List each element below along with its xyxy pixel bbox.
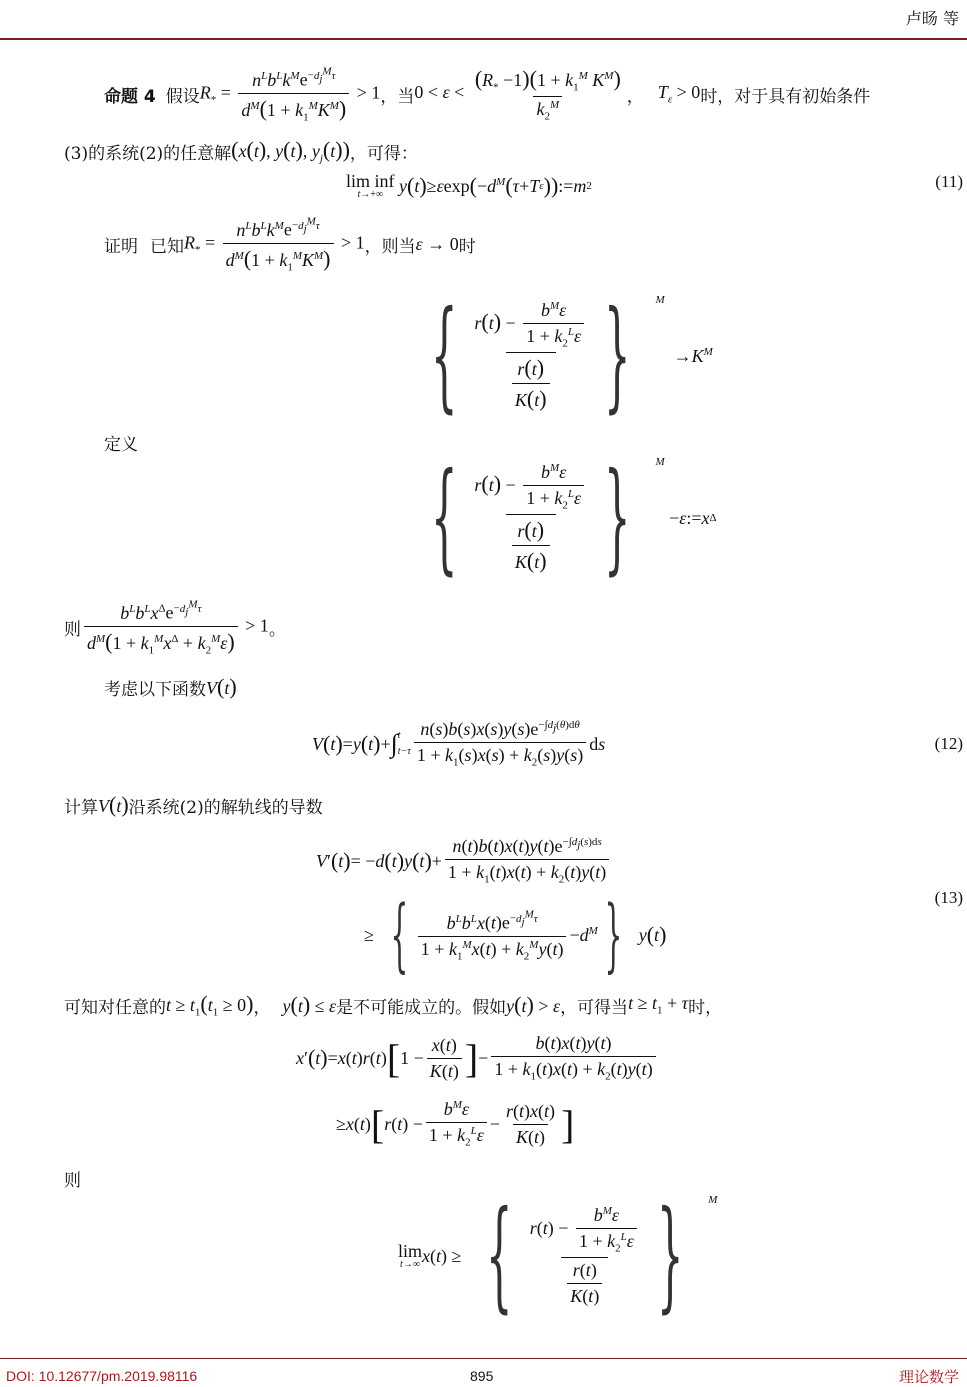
define-label: 定义 <box>104 435 138 455</box>
x-delta-definition: { r(t) − $\frac{b^M\varepsilon}{1 + k_2^L\varepsilon}$ $\frac{r(t)}{K(t)}$ } $^M$ − ε := x Δ <box>430 448 717 587</box>
proposition-line-2 <box>64 134 418 168</box>
contradiction-a: 可知对任意的 <box>64 997 166 1018</box>
contradiction-c: 是不可能成立的。假如 <box>336 997 507 1018</box>
equation-13-line-2: ≥ { $\frac{b^Lb^Lx(t)e^{-d_j^M\tau}}{1 + k_1^Mx(t) + k_2^My(t)}$ − $d^M$ } y ( t ) <box>364 888 667 981</box>
footer-journal: 理论数学 <box>898 1368 959 1386</box>
equation-13-number: (13) <box>934 888 963 907</box>
equation-11: lim inf t→+∞ y ( t ) ≥ ε exp ( − $d^M$ ( τ + T ε ) ) := m 2 <box>346 171 592 200</box>
epsilon-to-zero: ε → 0 <box>415 233 459 254</box>
then-label: 则 <box>64 619 81 640</box>
proposition-when: ，当 <box>380 86 415 107</box>
running-header-author: 卢旸 等 <box>905 9 959 28</box>
equation-11-number: (11) <box>935 172 963 191</box>
proposition-obtain: ，可得： <box>349 143 418 164</box>
contradiction-e: 时， <box>688 997 723 1018</box>
t-ge-t1: $t \ge t_1(t_1 \ge 0)$ <box>166 991 254 1019</box>
proposition-intro: 假设 <box>165 86 200 107</box>
equation-13-line-1: V ′ ( t ) = − d ( t ) y ( t ) + $\frac{n(t)b(t)x(t)y(t)e^{-\int d_j(s)ds}}{1 + k_1(t)x(t) + k_2(t)y(t)}$ <box>316 830 612 892</box>
compute-tail: 沿系统(2)的解轨线的导数 <box>128 797 323 818</box>
compute-text: 计算 <box>64 797 98 818</box>
t-epsilon-condition: $T_\varepsilon > 0$ <box>657 82 701 106</box>
y-gt-eps: y(t) > ε <box>506 992 561 1017</box>
consider-line <box>104 672 237 702</box>
solution-tuple: (x(t), y(t), $y_j(t)$) <box>231 137 350 165</box>
epsilon-condition: 0 < ε < $\frac{(R_* -1)(1 + k_1^M K^M)}{k_2^M}$ <box>414 65 621 123</box>
then-period: 。 <box>268 619 286 640</box>
then-inequality: $\frac{b^Lb^Lx^\Delta e^{-d_j^M\tau}}{d^M(1 + k_1^Mx^\Delta + k_2^M\varepsilon)}$ > 1 <box>81 598 269 656</box>
then-label-2: 则 <box>64 1171 81 1191</box>
proposition-condition: 时，对于具有初始条件 <box>700 86 871 107</box>
contradiction-line <box>64 990 722 1020</box>
equation-12-number: (12) <box>934 734 963 753</box>
then-inequality-line <box>64 596 286 658</box>
footer-rule <box>0 1358 967 1359</box>
limit-expression-km: { r(t) − $\frac{b^M\varepsilon}{1 + k_2^L\varepsilon}$ $\frac{r(t)}{K(t)}$ } $^M$ → $K^M$ <box>430 286 713 425</box>
proposition-comma: ， <box>626 86 644 107</box>
proof-label: 证明 <box>104 236 138 257</box>
footer-doi: DOI: 10.12677/pm.2019.98116 <box>6 1368 198 1384</box>
proof-time: 时 <box>458 236 476 257</box>
contradiction-d: ，可得当 <box>560 997 629 1018</box>
y-le-eps: y(t) ≤ ε <box>282 992 337 1017</box>
contradiction-b: ， <box>253 997 271 1018</box>
consider-text: 考虑以下函数 <box>104 679 206 700</box>
t-ge-t1-tau: $t \ge t_1 + \tau$ <box>628 993 689 1017</box>
v-of-t: V(t) <box>206 674 237 699</box>
proof-r-star: $R_*$ = $\frac{n^Lb^Lk^Me^{-d_j^M\tau}}{d^M(1 + k_1^MK^M)}$ > 1 <box>184 214 365 274</box>
proposition-label: 命题 4 <box>104 86 156 107</box>
lim-x-inequality: lim t→∞ x ( t ) ≥ { r(t) − $\frac{b^M\varepsilon}{1 + k_2^L\varepsilon}$ $\frac{r(t)}{K(t)}$ } $^M$ <box>398 1186 718 1325</box>
proposition-line-1 <box>104 66 870 122</box>
header-rule <box>0 38 967 40</box>
proposition-solution-text: (3)的系统(2)的任意解 <box>64 143 232 164</box>
x-prime-line-2: ≥ x ( t ) [ r ( t ) − $\frac{b^M\varepsilon}{1 + k_2^L\varepsilon}$ − $\frac{r(t)x(t)}{K(t)}$ ] <box>336 1099 575 1149</box>
proof-then-when: ，则当 <box>364 236 416 257</box>
equation-12: V ( t ) = y ( t ) + ∫ t t−τ $\frac{n(s)b(s)x(s)y(s)e^{-\int d_j(\theta)d\theta}}{1 + k_1(s)x(s) + k_2(s)y(s)}$ d s <box>312 719 606 769</box>
r-star-definition: $R_*$ = $\frac{n^Lb^Lk^Me^{-d_j^M\tau}}{d^M(1 + k_1^MK^M)}$ > 1 <box>199 64 381 124</box>
proof-known: 已知 <box>150 236 184 257</box>
proof-line-1 <box>104 214 476 274</box>
x-prime-line-1: x ′ ( t ) = x ( t ) r ( t ) [ 1 − $\frac{x(t)}{K(t)}$ ] − $\frac{b(t)x(t)y(t)}{1 + k_1(t)x(t) + k_2(t)y(t)}$ <box>296 1028 659 1088</box>
footer-page-number: 895 <box>470 1368 494 1384</box>
compute-v: V(t) <box>98 792 129 817</box>
compute-line <box>64 790 323 820</box>
